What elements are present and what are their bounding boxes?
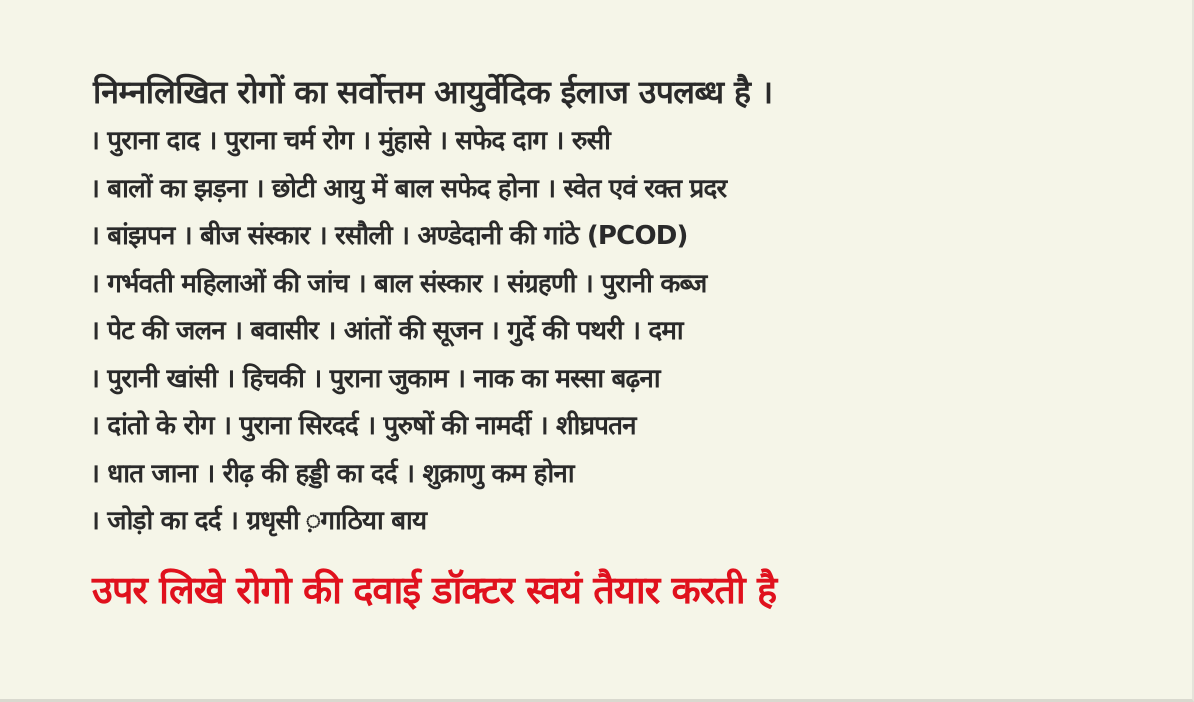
list-item: । पेट की जलन । बवासीर । आंतों की सूजन । गुर्दे की पथरी । दमा — [90, 316, 683, 346]
disease-list — [90, 118, 1180, 546]
list-item: । जोड़ो का दर्द । ग्रधृसी ़गाठिया बाय — [90, 506, 427, 536]
list-item: । गर्भवती महिलाओं की जांच । बाल संस्कार । संग्रहणी । पुरानी कब्ज — [90, 268, 707, 299]
list-item: । धात जाना । रीढ़ की हड्डी का दर्द । शुक्राणु कम होना — [90, 458, 574, 489]
list-item: । दांतो के रोग । पुराना सिरदर्द । पुरुषों की नामर्दी । शीघ्रपतन — [90, 411, 636, 441]
page-title: निम्नलिखित रोगों का सर्वोत्तम आयुर्वेदिक ईलाज उपलब्ध है । — [93, 73, 773, 111]
list-item: । पुराना दाद । पुराना चर्म रोग । मुंहासे । सफेद दाग । रुसी — [90, 126, 611, 156]
list-item: । बालों का झड़ना । छोटी आयु में बाल सफेद होना । स्वेत एवं रक्त प्रदर — [90, 173, 727, 204]
list-item: । बांझपन । बीज संस्कार । रसौली । अण्डेदानी की गांठे (PCOD) — [90, 221, 688, 251]
footer-notice: उपर लिखे रोगो की दवाई डॉक्टर स्वयं तैयार करती है — [92, 568, 777, 612]
list-item: । पुरानी खांसी । हिचकी । पुराना जुकाम । नाक का मस्सा बढ़ना — [90, 363, 660, 394]
